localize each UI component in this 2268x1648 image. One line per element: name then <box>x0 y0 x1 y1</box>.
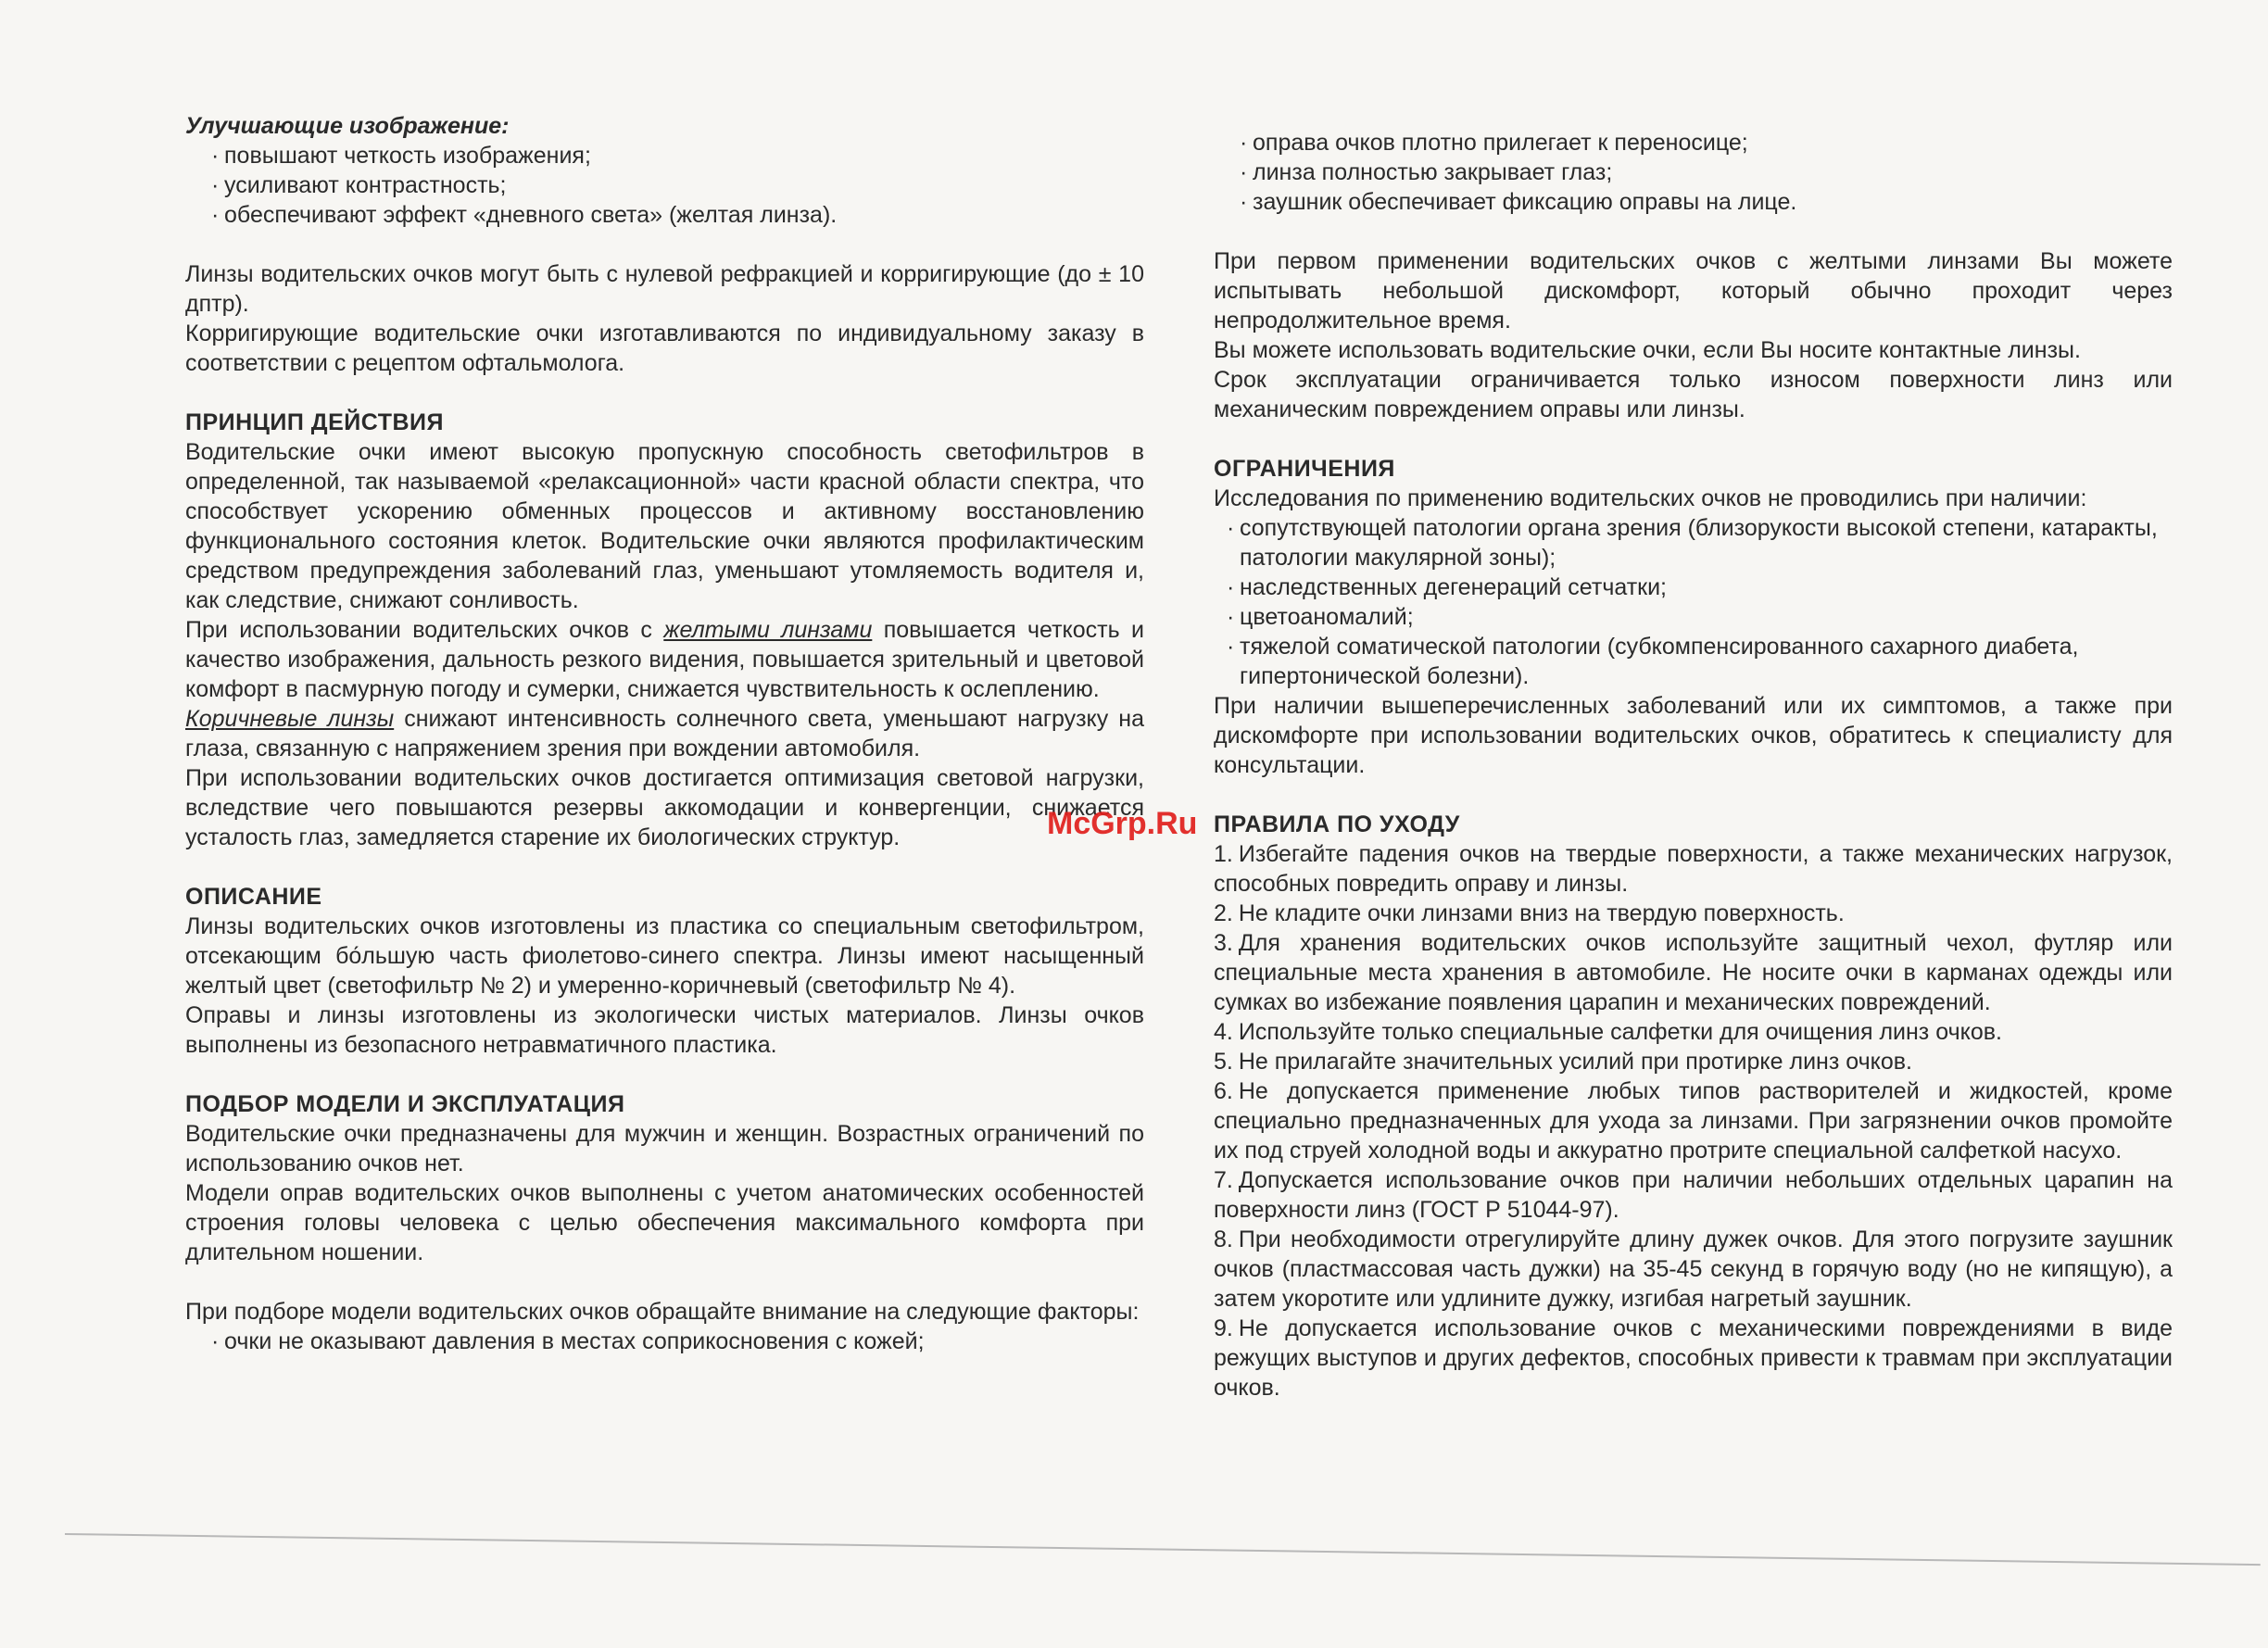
selection-paragraph-1: Водительские очки предназначены для мужчин и женщин. Возрастных ограничений по использованию очков нет. <box>185 1121 1144 1176</box>
list-item <box>1214 1017 2173 1047</box>
item-number: 5. <box>1214 1049 1233 1075</box>
list-item: · оправа очков плотно прилегает к переносице; <box>1253 128 2173 157</box>
list-item <box>1214 928 2173 1017</box>
item-text: Избегайте падения очков на твердые поверхности, а также механических нагрузок, способных повредить оправу и линзы. <box>1214 841 2173 897</box>
list-item <box>1214 1314 2173 1403</box>
factors-list-start <box>185 1327 1144 1356</box>
principle-paragraph-1: Водительские очки имеют высокую пропускную способность светофильтров в определенной, так называемой «релаксационной» части красной области спектра, что способствует ускорению обменных процессов и активному восстановлению функционального состояния клеток. Водительские очки являются профилактическим средством предупреждения заболеваний глаз, уменьшают утомляемость водителя и, как следствие, снижают сонливость. <box>185 439 1144 613</box>
item-number: 8. <box>1214 1227 1233 1252</box>
description-paragraph-2: Оправы и линзы изготовлены из экологически чистых материалов. Линзы очков выполнены из безопасного нетравматичного пластика. <box>185 1002 1144 1058</box>
yellow-lenses-emphasis: желтыми линзами <box>663 617 873 643</box>
list-item: · повышают четкость изображения; <box>224 141 1144 170</box>
item-number: 2. <box>1214 900 1233 926</box>
list-item: · цветоаномалий; <box>1240 602 2173 632</box>
watermark: McGrp.Ru <box>1047 806 1198 841</box>
item-text: Для хранения водительских очков используйте защитный чехол, футляр или специальные места хранения в автомобиле. Не носите очки в карманах одежды или сумках во избежание появления царапин и механических повреждений. <box>1214 930 2173 1015</box>
lens-paragraph-2: Корригирующие водительские очки изготавливаются по индивидуальному заказу в соответствии с рецептом офтальмолога. <box>185 321 1144 376</box>
description-heading: ОПИСАНИЕ <box>185 884 322 910</box>
item-text: Используйте только специальные салфетки для очищения линз очков. <box>1238 1019 2002 1045</box>
item-number: 6. <box>1214 1078 1233 1104</box>
item-number: 4. <box>1214 1019 1233 1045</box>
principle-paragraph-4: При использовании водительских очков достигается оптимизация световой нагрузки, вследствие чего повышаются резервы аккомодации и конвергенции, снижается усталость глаз, замедляется старение их биологических структур. <box>185 765 1144 850</box>
list-item <box>1214 1047 2173 1076</box>
brown-lenses-emphasis: Коричневые линзы <box>185 706 395 732</box>
list-item: · усиливают контрастность; <box>224 170 1144 200</box>
list-item: · тяжелой соматической патологии (субкомпенсированного сахарного диабета, гипертонической болезни). <box>1240 632 2173 691</box>
limits-paragraph: Исследования по применению водительских очков не проводились при наличии: <box>1214 485 2087 511</box>
list-item: · линза полностью закрывает глаз; <box>1253 157 2173 187</box>
improve-title: Улучшающие изображение: <box>185 113 510 139</box>
care-heading: ПРАВИЛА ПО УХОДУ <box>1214 811 1460 837</box>
list-item <box>1214 899 2173 928</box>
lens-paragraph-1: Линзы водительских очков могут быть с нулевой рефракцией и корригирующие (до ± 10 дптр). <box>185 261 1144 317</box>
selection-paragraph-3: При подборе модели водительских очков обращайте внимание на следующие факторы: <box>185 1299 1140 1325</box>
principle-heading: ПРИНЦИП ДЕЙСТВИЯ <box>185 409 444 435</box>
list-item <box>1214 1225 2173 1314</box>
first-use-paragraph: При первом применении водительских очков с желтыми линзами Вы можете испытывать небольшой дискомфорт, который обычно проходит через непродолжительное время. <box>1214 248 2173 333</box>
contacts-paragraph: Вы можете использовать водительские очки, если Вы носите контактные линзы. <box>1214 337 2081 363</box>
list-item: · сопутствующей патологии органа зрения (близорукости высокой степени, катаракты, патологии макулярной зоны); <box>1240 513 2173 572</box>
limits-note: При наличии вышеперечисленных заболеваний или их симптомов, а также при дискомфорте при использовании водительских очков, обратитесь к специалисту для консультации. <box>1214 693 2173 778</box>
text-span: повышается четкость и качество изображения, дальность резкого видения, повышается зрительный и цветовой комфорт в пасмурную погоду и сумерки, снижается чувствительность к ослеплению. <box>185 617 1144 702</box>
factors-list-continued <box>1214 128 2173 217</box>
item-text: Не кладите очки линзами вниз на твердую поверхность. <box>1238 900 1845 926</box>
list-item: · обеспечивают эффект «дневного света» (желтая линза). <box>224 200 1144 230</box>
item-number: 7. <box>1214 1167 1233 1193</box>
care-list <box>1214 839 2173 1403</box>
list-item: · очки не оказывают давления в местах соприкосновения с кожей; <box>224 1327 1144 1356</box>
item-text: Допускается использование очков при наличии небольших отдельных царапин на поверхности линз (ГОСТ Р 51044-97). <box>1214 1167 2173 1223</box>
principle-paragraph-3 <box>185 704 1144 763</box>
item-text: При необходимости отрегулируйте длину дужек очков. Для этого погрузите заушник очков (пластмассовая часть дужки) на 35-45 секунд в горячую воду (но не кипящую), а затем укоротите или удлините дужку, изгибая нагретый заушник. <box>1214 1227 2173 1312</box>
improve-list <box>185 141 1144 230</box>
limits-list <box>1214 513 2173 691</box>
description-paragraph-1: Линзы водительских очков изготовлены из пластика со специальным светофильтром, отсекающим бо́льшую часть фиолетово-синего спектра. Линзы имеют насыщенный желтый цвет (светофильтр № 2) и умеренно-коричневый (светофильтр № 4). <box>185 913 1144 999</box>
limits-heading: ОГРАНИЧЕНИЯ <box>1214 456 1395 482</box>
left-column <box>185 111 1144 1356</box>
list-item: · заушник обеспечивает фиксацию оправы на лице. <box>1253 187 2173 217</box>
item-text: Не допускается использование очков с механическими повреждениями в виде режущих выступов и других дефектов, способных привести к травмам при эксплуатации очков. <box>1214 1315 2173 1401</box>
item-number: 9. <box>1214 1315 1233 1341</box>
text-span: снижают интенсивность солнечного света, уменьшают нагрузку на глаза, связанную с напряжением зрения при вождении автомобиля. <box>185 706 1144 761</box>
item-text: Не прилагайте значительных усилий при протирке линз очков. <box>1238 1049 1912 1075</box>
list-item <box>1214 839 2173 899</box>
selection-heading: ПОДБОР МОДЕЛИ И ЭКСПЛУАТАЦИЯ <box>185 1091 625 1117</box>
term-paragraph: Срок эксплуатации ограничивается только износом поверхности линз или механическим повреждением оправы или линзы. <box>1214 367 2173 422</box>
list-item <box>1214 1076 2173 1165</box>
list-item <box>1214 1165 2173 1225</box>
item-number: 3. <box>1214 930 1233 956</box>
right-column <box>1214 128 2173 1403</box>
principle-paragraph-2 <box>185 615 1144 704</box>
bottom-divider <box>65 1533 2261 1566</box>
item-number: 1. <box>1214 841 1233 867</box>
list-item: · наследственных дегенераций сетчатки; <box>1240 572 2173 602</box>
text-span: При использовании водительских очков с <box>185 617 664 643</box>
selection-paragraph-2: Модели оправ водительских очков выполнены с учетом анатомических особенностей строения головы человека с целью обеспечения максимального комфорта при длительном ношении. <box>185 1180 1144 1265</box>
item-text: Не допускается применение любых типов растворителей и жидкостей, кроме специально предназначенных для ухода за линзами. При загрязнении очков промойте их под струей холодной воды и аккуратно протрите специальной салфеткой насухо. <box>1214 1078 2173 1164</box>
